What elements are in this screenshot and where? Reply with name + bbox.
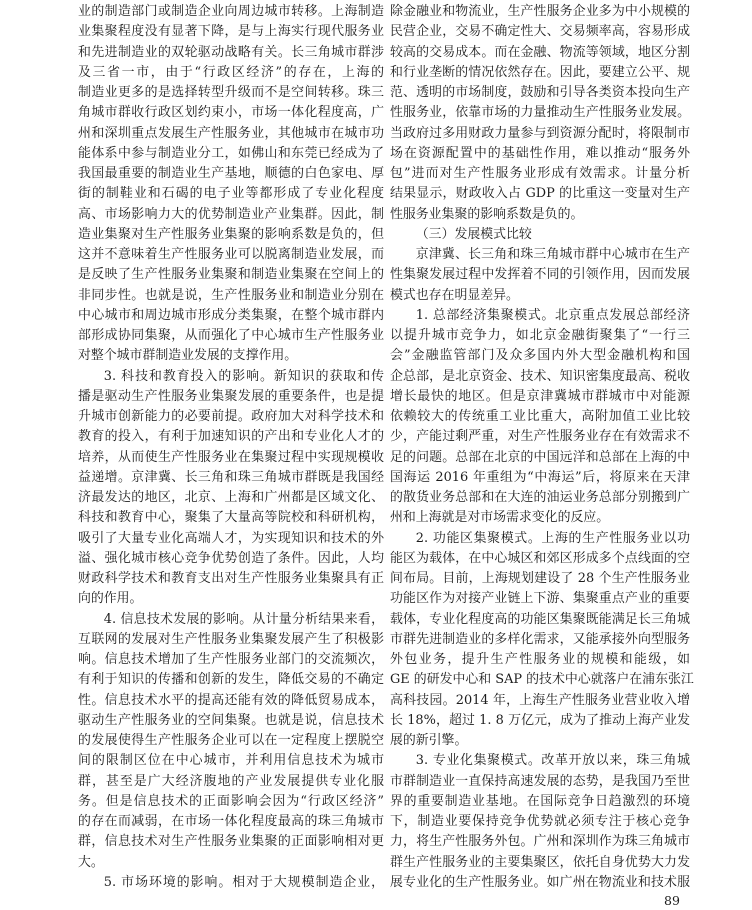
text-line: 互联网的发展对生产性服务业集聚发展产生了积极影 (78, 631, 384, 647)
text-line: 的发展使得生产性服务企业可以在一定程度上摆脱空 (78, 733, 384, 748)
text-line: 依赖较大的传统重工业比重大，高附加值工业比较 (390, 409, 690, 424)
text-line: 播是驱动生产性服务业集聚发展的重要条件，也是提 (78, 388, 384, 404)
text-line: 角城市群收行政区划约束小，市场一体化程度高，广 (78, 105, 384, 121)
text-line: 外包业务，提升生产性服务业的规模和能级，如 (390, 652, 690, 667)
text-line: 中心城市和周边城市形成分类集聚，在整个城市群内 (78, 307, 384, 323)
text-line: 的散货业务总部和在大连的油运业务总部分别搬到广 (390, 490, 690, 505)
text-line: 下，制造业要保持竞争优势就必须专注于核心竞争 (390, 814, 690, 829)
text-line: 市群先进制造业的多样化需求，又能承接外向型服务 (390, 631, 690, 647)
text-line: 京津冀、长三角和珠三角城市群中心城市在生产 (415, 247, 690, 262)
text-line: 大。 (78, 854, 104, 870)
text-line: 教育的投入，有利于加速知识的产出和专业化人才的 (78, 429, 384, 445)
text-line: 国海运 2016 年重组为“中海运”后，将原来在天津 (390, 469, 690, 485)
text-line: 溢、强化城市核心竞争优势创造了条件。因此，人均 (78, 550, 384, 566)
text-line: 会”金融监管部门及众多国内外大型金融机构和国 (390, 348, 690, 364)
text-line: 性。信息技术水平的提高还能有效的降低贸易成本， (78, 692, 384, 708)
text-line: 财政科学技术和教育支出对生产性服务业集聚具有正 (78, 571, 384, 586)
right-column (390, 2, 694, 893)
text-line: 以提升城市竞争力，如北京金融街聚集了“一行三 (390, 328, 690, 343)
text-line: 造业集聚对生产性服务业集聚的影响系数是负的，但 (78, 226, 384, 242)
text-line: 群生产性服务业的主要集聚区，依托自身优势大力发 (390, 854, 690, 870)
text-line: 升城市创新能力的必要前提。政府加大对科学技术和 (78, 409, 384, 424)
text-line: 非同步性。也就是说，生产性服务业和制造业分别在 (78, 287, 384, 303)
paragraph-market-environment (78, 873, 384, 893)
text-line: 结果显示，财政收入占 GDP 的比重这一变量对生产 (390, 186, 690, 202)
text-line: 向的作用。 (78, 591, 143, 607)
text-line: 对整个城市群制造业发展的支撑作用。 (78, 348, 298, 364)
text-line: 性服务业，依靠市场的力量推动生产性服务业发展。 (390, 105, 690, 121)
text-line: 5. 市场环境的影响。相对于大规模制造企业， (103, 874, 384, 890)
text-line: 州和上海就是对市场需求变化的反应。 (390, 510, 610, 526)
text-line: 2. 功能区集聚模式。上海的生产性服务业以功 (415, 530, 690, 546)
text-line: 当政府过多用财政力量参与到资源分配时，将限制市 (390, 125, 690, 141)
text-line: 群，信息技术对生产性服务业集聚的正面影响相对更 (78, 834, 384, 850)
paragraph-science-education-investment (78, 367, 384, 610)
text-line: 界的重要制造业基地。在国际竞争日趋激烈的环境 (390, 793, 690, 809)
paragraph-market-environment-continued (390, 2, 690, 225)
paragraph-headquarters-economy-model (390, 306, 690, 529)
text-line: 1. 总部经济集聚模式。北京重点发展总部经济 (415, 307, 690, 323)
text-line: 是反映了生产性服务业集聚和制造业集聚在空间上的 (78, 267, 384, 283)
text-line: 力，将生产性服务外包。广州和深圳作为珠三角城市 (390, 834, 690, 850)
page-number: 89 (664, 893, 680, 908)
text-line: 包”进而对生产性服务业形成有效需求。计量分析 (390, 166, 690, 181)
text-line: 范、透明的市场制度，鼓励和引导各类资本投向生产 (390, 85, 690, 100)
text-line: 市群制造业一直保持高速发展的态势，是我国乃至世 (390, 773, 690, 789)
text-line: 响。信息技术增加了生产性服务业部门的交流频次， (78, 652, 384, 667)
text-line: 及三省一市，由于“行政区经济”的存在，上海的 (78, 64, 384, 80)
left-column (78, 2, 384, 893)
text-line: 长 18%，超过 1. 8 万亿元，成为了推动上海产业发 (390, 712, 690, 728)
text-line: 这并不意味着生产性服务业可以脱离制造业发展，而 (78, 247, 384, 262)
text-line: 足的问题。总部在北京的中国远洋和总部在上海的中 (390, 449, 690, 465)
text-line: 街的制鞋业和石碣的电子业等都形成了专业化程度 (78, 186, 384, 202)
text-line: 性集聚发展过程中发挥着不同的引领作用，因而发展 (390, 267, 690, 283)
text-line: 群，甚至是广大经济腹地的产业发展提供专业化服 (78, 773, 384, 789)
text-line: GE 的研发中心和 SAP 的技术中心就落户在浦东张江 (390, 672, 694, 688)
text-line: 展专业化的生产性服务业。如广州在物流业和技术服 (390, 874, 690, 890)
text-line: 3. 科技和教育投入的影响。新知识的获取和传 (103, 368, 384, 384)
text-line: （三）发展模式比较 (415, 226, 532, 242)
paragraph-information-technology (78, 610, 384, 873)
text-line: 企总部，是北京资金、技术、知识密集度最高、税收 (390, 368, 690, 384)
text-line: 少，产能过剩严重，对生产性服务业存在有效需求不 (390, 429, 690, 445)
text-line: 较高的交易成本。而在金融、物流等领域，地区分割 (390, 44, 690, 60)
text-line: 科技和教育中心，聚集了大量高等院校和科研机构， (78, 510, 384, 526)
paragraph-specialization-model (390, 751, 690, 893)
text-line: 性服务业集聚的影响系数是负的。 (390, 206, 584, 222)
text-line: 和行业垄断的情况依然存在。因此，要建立公平、规 (390, 64, 690, 80)
text-line: 能区为载体，在中心城区和郊区形成多个点线面的空 (390, 550, 690, 566)
text-line: 场在资源配置中的基础性作用，难以推动“服务外 (390, 145, 690, 161)
text-line: 州和深圳重点发展生产性服务业，其他城市在城市功 (78, 125, 384, 141)
text-line: 4. 信息技术发展的影响。从计量分析结果来看， (103, 611, 384, 627)
text-line: 展的新引擎。 (390, 733, 468, 748)
text-line: 高科技园。2014 年，上海生产性服务业营业收入增 (390, 692, 690, 708)
text-line: 能体系中参与制造业分工，如佛山和东莞已经成为了 (78, 145, 384, 161)
text-line: 吸引了大量专业化高端人才，为实现知识和技术的外 (78, 530, 384, 546)
section-heading-development-models (390, 225, 690, 245)
text-line: 功能区作为对接产业链上下游、集聚重点产业的重要 (390, 591, 690, 607)
text-line: 的存在而减弱，在市场一体化程度最高的珠三角城市 (78, 814, 384, 829)
text-line: 我国最重要的制造业生产基地，顺德的白色家电、厚 (78, 166, 384, 181)
text-line: 增长最快的地区。但是京津冀城市群城市中对能源 (390, 388, 690, 404)
text-line: 有利于知识的传播和创新的发生，降低交易的不确定 (78, 672, 384, 688)
text-line: 制造业更多的是选择转型升级而不是空间转移。珠三 (78, 85, 384, 100)
text-line: 业的制造部门或制造企业向周边城市转移。上海制造 (78, 4, 384, 19)
text-line: 业集聚程度没有显著下降，是与上海实行现代服务业 (78, 24, 384, 40)
text-line: 益递增。京津冀、长三角和珠三角城市群既是我国经 (78, 469, 384, 485)
text-line: 部形成协同集聚，从而强化了中心城市生产性服务业 (78, 328, 384, 343)
text-line: 济最发达的地区，北京、上海和广州都是区域文化、 (78, 490, 384, 505)
text-line: 驱动生产性服务业的空间集聚。也就是说，信息技术 (78, 712, 384, 728)
paragraph-manufacturing-agglomeration-continued (78, 2, 384, 367)
text-line: 务。但是信息技术的正面影响会因为“行政区经济” (78, 793, 384, 809)
text-line: 除金融业和物流业，生产性服务企业多为中小规模的 (390, 4, 690, 19)
text-line: 载体，专业化程度高的功能区集聚既能满足长三角城 (390, 611, 690, 627)
text-line: 高、市场影响力大的优势制造业产业集群。因此，制 (78, 206, 384, 222)
text-line: 3. 专业化集聚模式。改革开放以来，珠三角城 (415, 753, 690, 769)
text-line: 模式也存在明显差异。 (390, 287, 519, 303)
text-line: 培养，从而使生产性服务业在集聚过程中实现规模收 (78, 449, 384, 465)
text-line: 民营企业，交易不确定性大、交易频率高，容易形成 (390, 24, 690, 40)
text-line: 和先进制造业的双轮驱动战略有关。长三角城市群涉 (78, 44, 384, 60)
paragraph-functional-zone-model (390, 529, 694, 752)
text-line: 间的限制区位在中心城市，并利用信息技术为城市 (78, 753, 384, 769)
text-line: 间布局。目前，上海规划建设了 28 个生产性服务业 (390, 571, 690, 586)
paragraph-development-models-intro (390, 245, 690, 306)
